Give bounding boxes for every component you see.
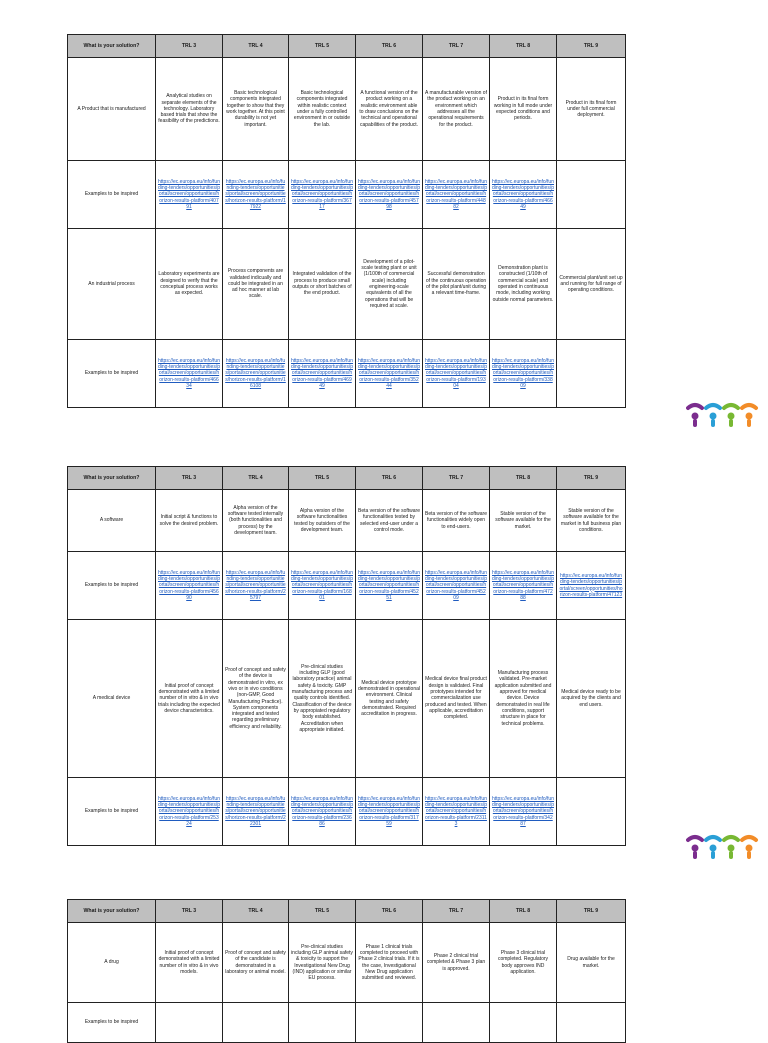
example-link[interactable]: https://ec.europa.eu/info/funding-tenders/opportunities/portal/screen/opportunities/horizon-results-platform/35244 [358, 357, 420, 389]
description-row [68, 229, 626, 340]
example-link-cell [490, 778, 557, 846]
header-trl-3: TRL 3 [156, 900, 223, 923]
examples-row [68, 340, 626, 408]
header-trl-3: TRL 3 [156, 35, 223, 58]
trl-description-cell: Alpha version of the software functionalities tested by outsiders of the development team. [289, 490, 356, 552]
logo-people-icon [686, 832, 760, 860]
example-link-cell [490, 161, 557, 229]
header-row [68, 35, 626, 58]
header-solution: What is your solution? [68, 35, 156, 58]
example-link-cell [356, 552, 423, 620]
example-link-cell [356, 340, 423, 408]
header-solution: What is your solution? [68, 467, 156, 490]
example-link-cell [557, 340, 626, 408]
examples-label: Examples to be inspired [68, 161, 156, 229]
examples-label: Examples to be inspired [68, 340, 156, 408]
header-trl-9: TRL 9 [557, 467, 626, 490]
example-link[interactable]: https://ec.europa.eu/info/funding-tenders/opportunities/portal/screen/opportunities/horizon-results-platform/45209 [425, 569, 487, 601]
trl-table-software-device [67, 466, 626, 846]
trl-description-cell: A functional version of the product working on a realistic environment able to draw conclusions on the technical and operational capabilities of the product. [356, 58, 423, 161]
header-trl-4: TRL 4 [223, 900, 289, 923]
header-trl-8: TRL 8 [490, 35, 557, 58]
example-link[interactable]: https://ec.europa.eu/info/funding-tenders/opportunities/portal/screen/opportunities/horizon-results-platform/47123 [559, 572, 623, 598]
example-link[interactable]: https://ec.europa.eu/info/funding-tenders/opportunities/portal/screen/opportunities/horizon-results-platform/33809 [492, 357, 554, 389]
example-link-cell [156, 161, 223, 229]
example-link[interactable]: https://ec.europa.eu/info/funding-tenders/opportunities/portal/screen/opportunities/horizon-results-platform/36717 [291, 178, 353, 210]
example-link-cell [557, 778, 626, 846]
trl-table-drug [67, 899, 626, 1043]
example-link[interactable]: https://ec.europa.eu/info/funding-tenders/opportunities/portal/screen/opportunities/horizon-results-platform/23113 [425, 795, 487, 827]
examples-label: Examples to be inspired [68, 552, 156, 620]
example-link-cell [423, 552, 490, 620]
trl-description-cell: Medical device final product design is validated. Final prototypes intended for commercialization use produced and tested. When applicable, accreditation completed. [423, 620, 490, 778]
trl-description-cell: Drug available for the market. [557, 923, 626, 1003]
example-link-cell [223, 778, 289, 846]
header-trl-6: TRL 6 [356, 467, 423, 490]
example-link-cell [289, 161, 356, 229]
example-link[interactable]: https://ec.europa.eu/info/funding-tenders/opportunities/portal/screen/opportunities/horizon-results-platform/25324 [158, 795, 220, 827]
example-link[interactable]: https://ec.europa.eu/info/funding-tenders/opportunities/portal/screen/opportunities/horizon-results-platform/16108 [225, 357, 286, 389]
trl-description-cell: Beta version of the software functionalities widely open to end-users. [423, 490, 490, 552]
example-link[interactable]: https://ec.europa.eu/info/funding-tenders/opportunities/portal/screen/opportunities/horizon-results-platform/40791 [158, 178, 220, 210]
trl-description-cell: Commercial plant/unit set up and running for full range of operating conditions. [557, 229, 626, 340]
trl-description-cell: Initial proof of concept demonstrated with a limited number of in vitro & in vivo models. [156, 923, 223, 1003]
example-link[interactable]: https://ec.europa.eu/info/funding-tenders/opportunities/portal/screen/opportunities/horizon-results-platform/45798 [358, 178, 420, 210]
trl-description-cell: Pre-clinical studies including GLP animal safety & toxicity to support the Investigational New Drug (IND) application or similar EU process. [289, 923, 356, 1003]
example-link[interactable]: https://ec.europa.eu/info/funding-tenders/opportunities/portal/screen/opportunities/horizon-results-platform/25797 [225, 569, 286, 601]
examples-label: Examples to be inspired [68, 778, 156, 846]
example-link-cell [156, 552, 223, 620]
examples-label: Examples to be inspired [68, 1003, 156, 1043]
trl-description-cell: Laboratory experiments are designed to verify that the conceptual process works as expected. [156, 229, 223, 340]
trl-description-cell: Analytical studies on separate elements of the technology. Laboratory based trials that show the feasibility of the predictions. [156, 58, 223, 161]
trl-description-cell: A manufacturable version of the product working on an environment which addresses all the operational requirements for the product. [423, 58, 490, 161]
solution-label: A drug [68, 923, 156, 1003]
trl-description-cell: Development of a pilot-scale testing plant or unit (1/100th of commercial scale) including engineering-scale equivalents of all the operations that will be required at scale. [356, 229, 423, 340]
header-trl-4: TRL 4 [223, 35, 289, 58]
example-link-cell [490, 1003, 557, 1043]
solution-label: A medical device [68, 620, 156, 778]
header-trl-6: TRL 6 [356, 35, 423, 58]
trl-description-cell: Stable version of the software available for the market. [490, 490, 557, 552]
example-link-cell [490, 552, 557, 620]
trl-description-cell: Demonstration plant is constructed (1/10th of commercial scale) and operated in continuous mode, including working outside normal parameters. [490, 229, 557, 340]
example-link-cell [356, 778, 423, 846]
example-link[interactable]: https://ec.europa.eu/info/funding-tenders/opportunities/portal/screen/opportunities/horizon-results-platform/45251 [358, 569, 420, 601]
trl-description-cell: Proof of concept and safety of the candidate is demonstrated in a laboratory or animal model. [223, 923, 289, 1003]
example-link-cell [356, 1003, 423, 1043]
examples-row [68, 1003, 626, 1043]
example-link-cell [156, 778, 223, 846]
example-link-cell [356, 161, 423, 229]
trl-description-cell: Phase 3 clinical trial completed. Regulatory body approves IND application. [490, 923, 557, 1003]
example-link-cell [423, 778, 490, 846]
trl-description-cell: Proof of concept and safety of the device is demonstrated in vitro, ex vivo or in vivo conditions (non-GMP, Good Manufacturing Practice). System components integrated and tested regarding preliminary efficiency and reliability. [223, 620, 289, 778]
logo-people-icon [686, 400, 760, 428]
description-row [68, 620, 626, 778]
example-link-cell [289, 1003, 356, 1043]
examples-row [68, 778, 626, 846]
example-link-cell [289, 552, 356, 620]
example-link-cell [223, 552, 289, 620]
example-link-cell [156, 1003, 223, 1043]
example-link-cell [289, 340, 356, 408]
trl-description-cell: Basic technological components integrated together to show that they work together. At this point durability is not yet important. [223, 58, 289, 161]
example-link[interactable]: https://ec.europa.eu/info/funding-tenders/opportunities/portal/screen/opportunities/horizon-results-platform/46949 [291, 357, 353, 389]
example-link[interactable]: https://ec.europa.eu/info/funding-tenders/opportunities/portal/screen/opportunities/horizon-results-platform/23686 [291, 795, 353, 827]
example-link[interactable]: https://ec.europa.eu/info/funding-tenders/opportunities/portal/screen/opportunities/horizon-results-platform/19304 [425, 357, 487, 389]
description-row [68, 58, 626, 161]
trl-description-cell: Basic technological components integrated within realistic context under a fully controlled environment in or outside the lab. [289, 58, 356, 161]
trl-description-cell: Phase 1 clinical trials completed to proceed with Phase 2 clinical trials. If it is the case, Investigational New Drug application submitted and reviewed. [356, 923, 423, 1003]
examples-row [68, 552, 626, 620]
example-link-cell [557, 1003, 626, 1043]
header-solution: What is your solution? [68, 900, 156, 923]
header-trl-5: TRL 5 [289, 900, 356, 923]
trl-description-cell: Medical device ready to be acquired by the clients and end users. [557, 620, 626, 778]
trl-description-cell: Process components are validated indicually and could be integrated in an ad hoc manner at lab scale. [223, 229, 289, 340]
example-link[interactable]: https://ec.europa.eu/info/funding-tenders/opportunities/portal/screen/opportunities/horizon-results-platform/46634 [158, 357, 220, 389]
trl-table-product-process [67, 34, 626, 408]
example-link-cell [557, 161, 626, 229]
header-row [68, 467, 626, 490]
header-trl-8: TRL 8 [490, 900, 557, 923]
header-trl-9: TRL 9 [557, 900, 626, 923]
trl-description-cell: Successful demonstration of the continuous operation of the pilot plant/unit during a relevant time-frame. [423, 229, 490, 340]
example-link[interactable]: https://ec.europa.eu/info/funding-tenders/opportunities/portal/screen/opportunities/horizon-results-platform/16801 [291, 569, 353, 601]
example-link-cell [223, 161, 289, 229]
example-link[interactable]: https://ec.europa.eu/info/funding-tenders/opportunities/portal/screen/opportunities/horizon-results-platform/46649 [492, 178, 554, 210]
trl-description-cell: Beta version of the software functionalities tested by selected end-user under a control mode. [356, 490, 423, 552]
example-link-cell [289, 778, 356, 846]
example-link-cell [223, 340, 289, 408]
example-link-cell [490, 340, 557, 408]
example-link-cell [156, 340, 223, 408]
example-link[interactable]: https://ec.europa.eu/info/funding-tenders/opportunities/portal/screen/opportunities/horizon-results-platform/44882 [425, 178, 487, 210]
header-trl-3: TRL 3 [156, 467, 223, 490]
header-trl-6: TRL 6 [356, 900, 423, 923]
trl-description-cell: Initial proof of concept demonstrated with a limited number of in vitro & in vivo trials including the expected device characteristics. [156, 620, 223, 778]
solution-label: A software [68, 490, 156, 552]
trl-description-cell: Initial script & functions to solve the desired problem. [156, 490, 223, 552]
solution-label: An industrial process [68, 229, 156, 340]
header-trl-5: TRL 5 [289, 467, 356, 490]
trl-description-cell: Manufacturing process validated. Pre-market application submitted and approved for medical device. Device demonstrated in real life conditions, support structure in place for technical problems. [490, 620, 557, 778]
solution-label: A Product that is manufactured [68, 58, 156, 161]
header-trl-9: TRL 9 [557, 35, 626, 58]
example-link[interactable]: https://ec.europa.eu/info/funding-tenders/opportunities/portal/screen/opportunities/horizon-results-platform/17922 [225, 178, 286, 210]
description-row [68, 923, 626, 1003]
example-link[interactable]: https://ec.europa.eu/info/funding-tenders/opportunities/portal/screen/opportunities/horizon-results-platform/22301 [225, 795, 286, 827]
trl-description-cell: Phase 2 clinical trial completed & Phase 3 plan is approved. [423, 923, 490, 1003]
example-link-cell [423, 1003, 490, 1043]
trl-description-cell: Pre-clinical studies including GLP (good laboratory practice) animal safety & toxicity. GMP manufacturing process and quality controls identified. Classification of the device by appropiated regulatory body established. Accreditation when appropriate initiated. [289, 620, 356, 778]
trl-description-cell: Product in its final form working in full mode under expected conditions and periods. [490, 58, 557, 161]
trl-description-cell: Product in its final form under full commercial deployment. [557, 58, 626, 161]
example-link[interactable]: https://ec.europa.eu/info/funding-tenders/opportunities/portal/screen/opportunities/horizon-results-platform/45690 [158, 569, 220, 601]
header-trl-4: TRL 4 [223, 467, 289, 490]
example-link[interactable]: https://ec.europa.eu/info/funding-tenders/opportunities/portal/screen/opportunities/horizon-results-platform/47288 [492, 569, 554, 601]
examples-row [68, 161, 626, 229]
example-link[interactable]: https://ec.europa.eu/info/funding-tenders/opportunities/portal/screen/opportunities/horizon-results-platform/31759 [358, 795, 420, 827]
trl-description-cell: Integrated validation of the process to produce small outputs or short batches of the end product. [289, 229, 356, 340]
description-row [68, 490, 626, 552]
header-trl-7: TRL 7 [423, 900, 490, 923]
example-link-cell [423, 340, 490, 408]
header-trl-7: TRL 7 [423, 35, 490, 58]
example-link-cell [423, 161, 490, 229]
header-trl-8: TRL 8 [490, 467, 557, 490]
example-link-cell [557, 552, 626, 620]
trl-description-cell: Alpha version of the software tested internally (both functionalities and process) by the development team. [223, 490, 289, 552]
header-trl-5: TRL 5 [289, 35, 356, 58]
trl-description-cell: Medical device prototype demonstrated in operational environment. Clinical testing and safety demonstrated. Required accreditation in progress. [356, 620, 423, 778]
example-link-cell [223, 1003, 289, 1043]
header-trl-7: TRL 7 [423, 467, 490, 490]
example-link[interactable]: https://ec.europa.eu/info/funding-tenders/opportunities/portal/screen/opportunities/horizon-results-platform/34287 [492, 795, 554, 827]
trl-description-cell: Stable version of the software available for the market in full business plan conditions. [557, 490, 626, 552]
header-row [68, 900, 626, 923]
